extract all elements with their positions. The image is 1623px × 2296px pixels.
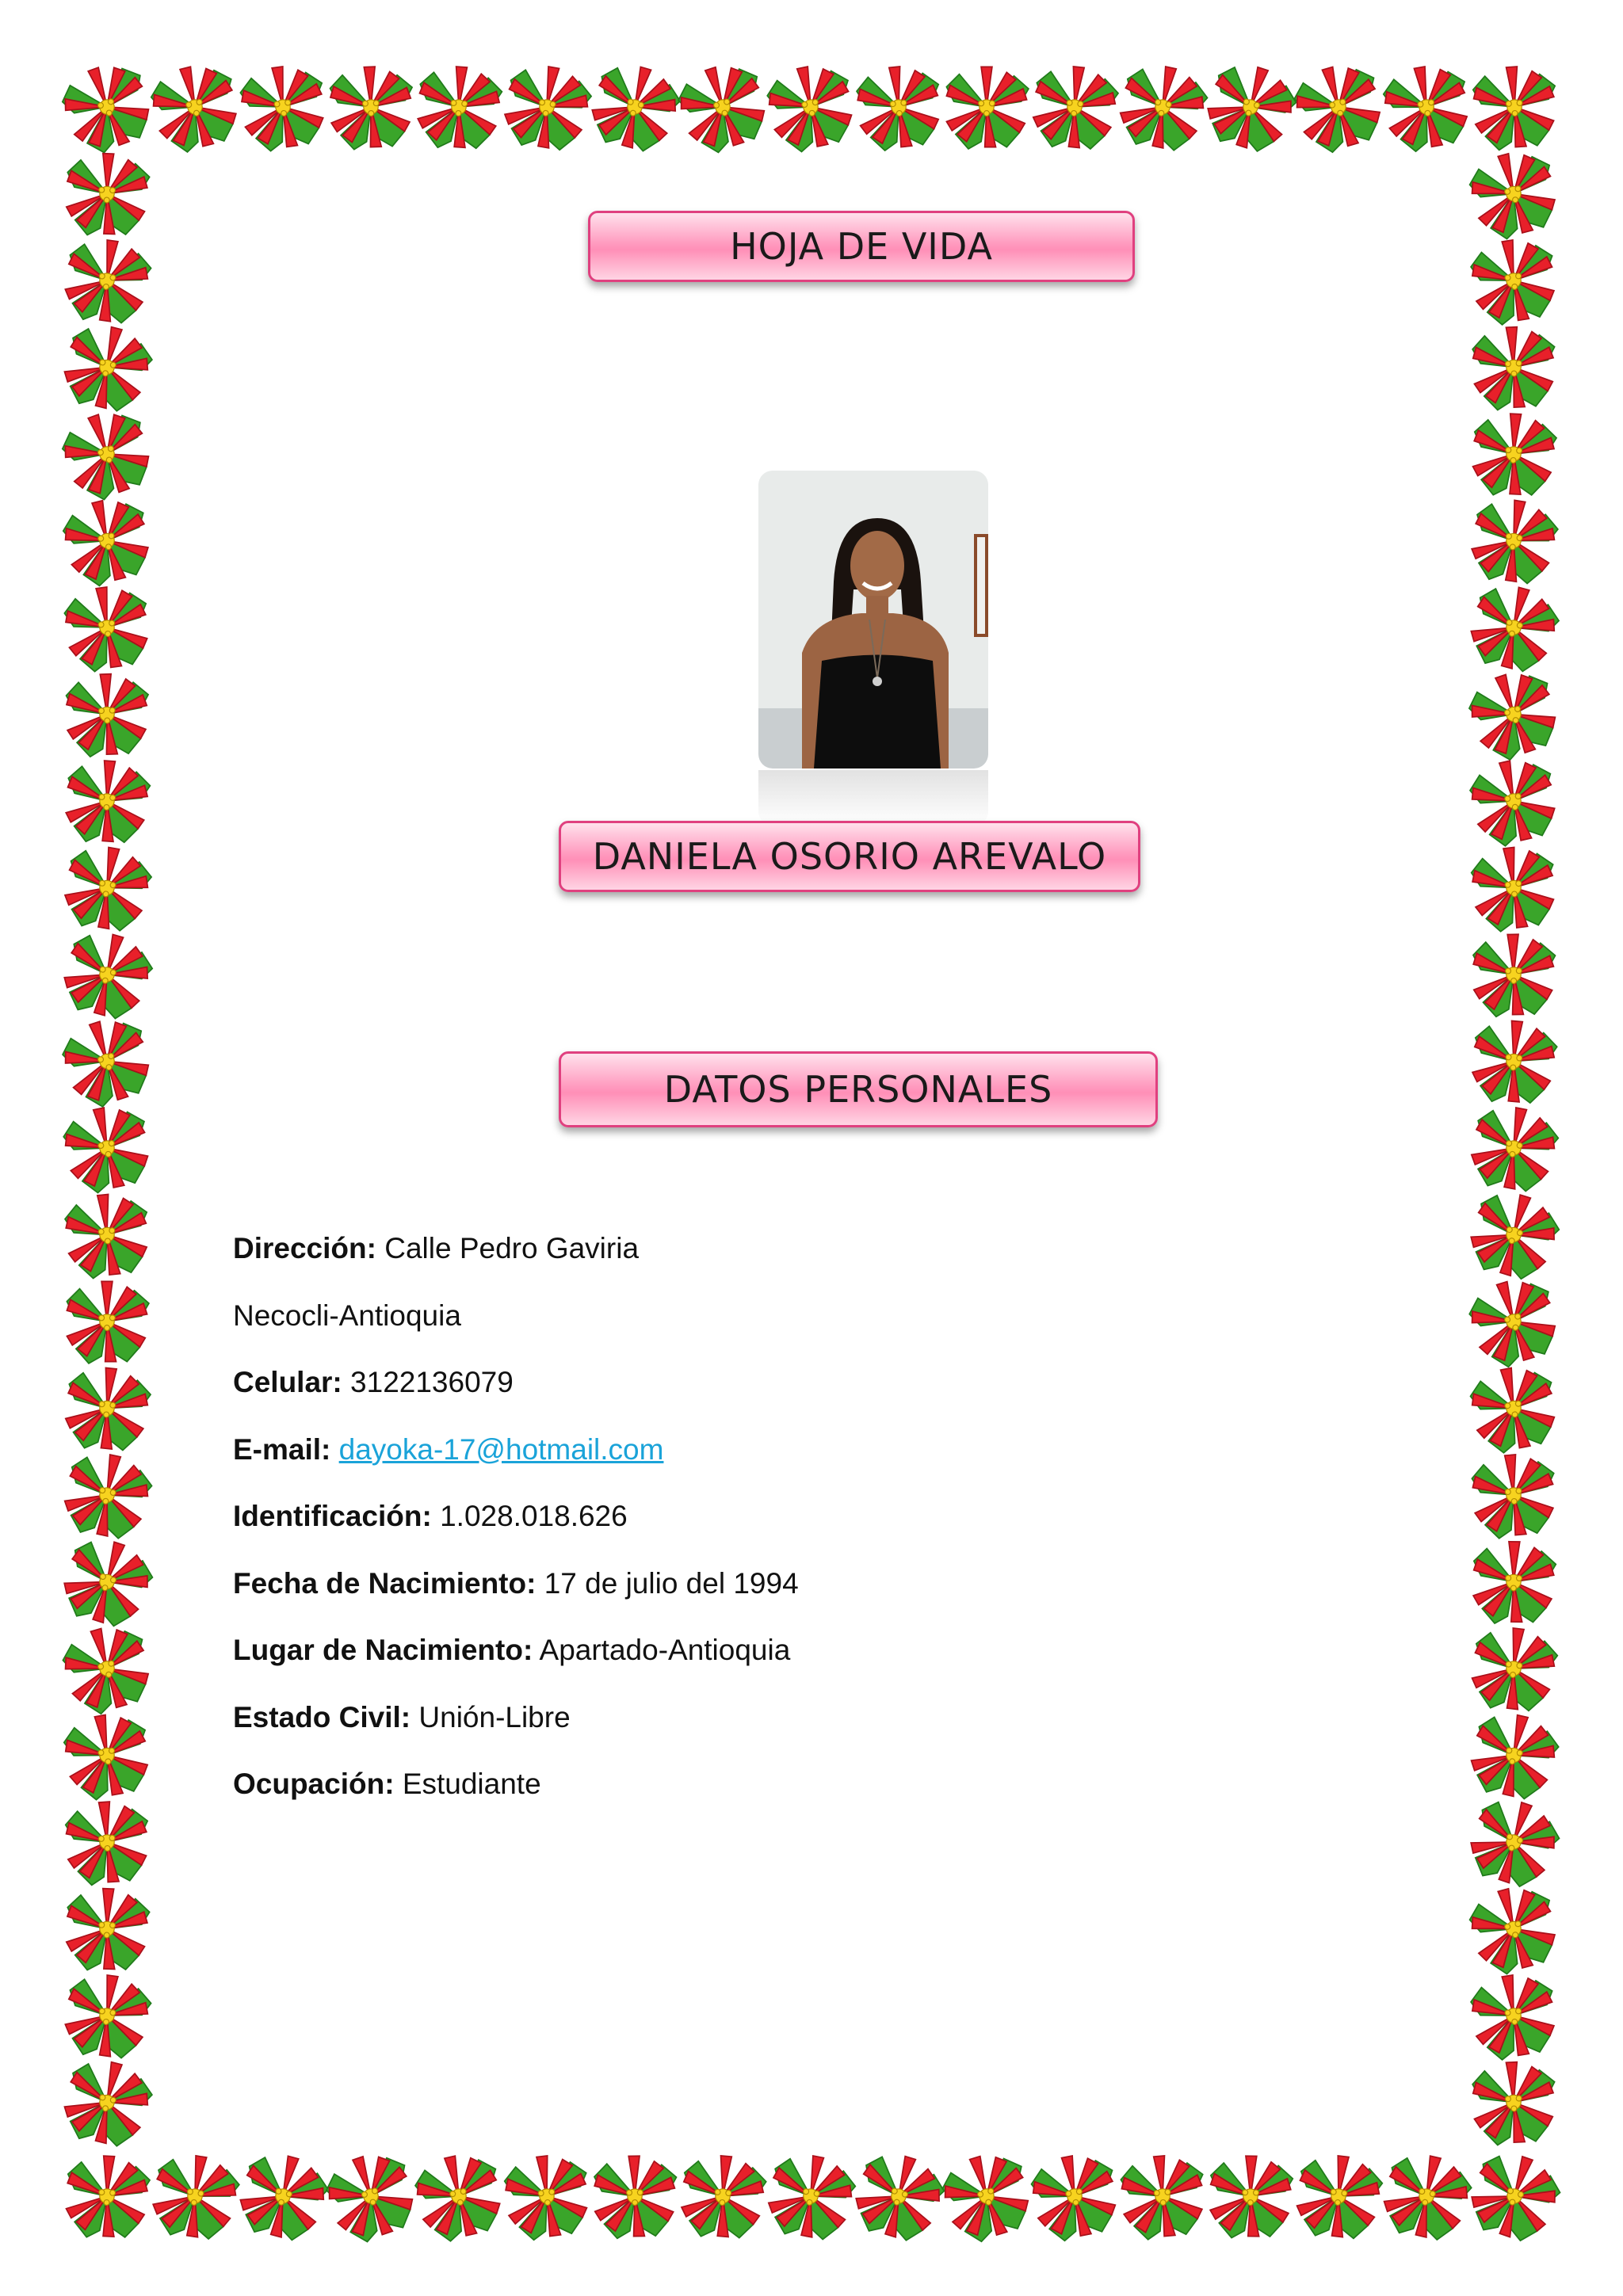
poinsettia-icon bbox=[679, 2153, 768, 2241]
poinsettia-icon bbox=[1465, 753, 1564, 851]
field-value: 17 de julio del 1994 bbox=[544, 1566, 799, 1600]
poinsettia-icon bbox=[233, 2147, 334, 2248]
field-value: Necocli-Antioquia bbox=[233, 1299, 461, 1332]
field-value: Calle Pedro Gaviria bbox=[384, 1232, 640, 1264]
poinsettia-icon bbox=[238, 62, 330, 154]
poinsettia-icon bbox=[1463, 662, 1568, 767]
poinsettia-icon bbox=[1468, 1624, 1560, 1715]
field-estado-civil bbox=[233, 1695, 1422, 1763]
poinsettia-icon bbox=[60, 841, 155, 936]
field-label: Fecha de Nacimiento: bbox=[233, 1566, 537, 1600]
poinsettia-icon bbox=[411, 2148, 509, 2246]
poinsettia-icon bbox=[57, 1619, 158, 1720]
poinsettia-icon bbox=[1468, 235, 1561, 328]
poinsettia-icon bbox=[1115, 59, 1212, 157]
poinsettia-icon bbox=[1380, 60, 1475, 155]
name-banner: DANIELA OSORIO AREVALO bbox=[559, 821, 1140, 892]
poinsettia-icon bbox=[937, 2145, 1039, 2248]
poinsettia-icon bbox=[1472, 64, 1559, 151]
portrait-image bbox=[758, 471, 988, 769]
field-identificacion bbox=[233, 1494, 1422, 1562]
poinsettia-icon bbox=[66, 673, 151, 757]
poinsettia-icon bbox=[1463, 2145, 1568, 2250]
field-direccion bbox=[233, 1226, 1422, 1294]
photo-reflection bbox=[758, 770, 988, 826]
poinsettia-icon bbox=[1028, 2149, 1124, 2245]
field-celular bbox=[233, 1360, 1422, 1428]
poinsettia-icon bbox=[1468, 495, 1561, 589]
poinsettia-icon bbox=[1209, 2156, 1293, 2239]
poinsettia-icon bbox=[66, 152, 151, 237]
poinsettia-icon bbox=[56, 1531, 159, 1634]
poinsettia-icon bbox=[1470, 1018, 1559, 1107]
title-banner: HOJA DE VIDA bbox=[588, 211, 1135, 282]
poinsettia-icon bbox=[1463, 1184, 1565, 1287]
poinsettia-icon bbox=[1468, 1970, 1561, 2063]
poinsettia-icon bbox=[1293, 2152, 1384, 2243]
personal-data-list bbox=[233, 1226, 1422, 1829]
poinsettia-icon bbox=[848, 2146, 950, 2248]
field-ocupacion bbox=[233, 1762, 1422, 1829]
poinsettia-icon bbox=[63, 1191, 153, 1281]
poinsettia-icon bbox=[672, 56, 775, 159]
poinsettia-icon bbox=[62, 582, 155, 675]
poinsettia-icon bbox=[1467, 1361, 1563, 1457]
poinsettia-icon bbox=[416, 64, 503, 151]
poinsettia-icon bbox=[147, 58, 246, 157]
poinsettia-icon bbox=[66, 1887, 151, 1972]
poinsettia-icon bbox=[763, 59, 861, 157]
field-value: 1.028.018.626 bbox=[440, 1500, 628, 1532]
poinsettia-icon bbox=[1472, 1541, 1556, 1624]
poinsettia-icon bbox=[59, 1100, 157, 1198]
field-label: Celular: bbox=[233, 1366, 342, 1398]
email-link[interactable]: dayoka-17@hotmail.com bbox=[338, 1432, 664, 1466]
poinsettia-icon bbox=[854, 63, 945, 153]
field-fecha-nacimiento bbox=[233, 1562, 1422, 1629]
poinsettia-icon bbox=[1464, 1271, 1566, 1373]
poinsettia-icon bbox=[55, 402, 161, 507]
poinsettia-icon bbox=[1469, 843, 1560, 934]
poinsettia-icon bbox=[56, 1010, 159, 1113]
poinsettia-icon bbox=[64, 1799, 151, 1886]
poinsettia-icon bbox=[1030, 63, 1121, 153]
field-label: Estado Civil: bbox=[233, 1700, 411, 1733]
poinsettia-icon bbox=[60, 1708, 155, 1803]
poinsettia-icon bbox=[59, 1447, 157, 1545]
poinsettia-icon bbox=[59, 492, 158, 591]
poinsettia-icon bbox=[1472, 325, 1558, 411]
poinsettia-icon bbox=[1466, 1101, 1562, 1197]
poinsettia-icon bbox=[763, 2149, 859, 2245]
poinsettia-icon bbox=[1472, 412, 1558, 498]
poinsettia-icon bbox=[58, 2054, 157, 2153]
poinsettia-icon bbox=[65, 2154, 151, 2241]
portrait-photo bbox=[758, 471, 988, 769]
poinsettia-icon bbox=[500, 60, 595, 155]
poinsettia-icon bbox=[585, 57, 686, 158]
poinsettia-icon bbox=[1465, 1879, 1565, 1980]
poinsettia-icon bbox=[62, 235, 155, 328]
poinsettia-icon bbox=[1465, 1707, 1564, 1806]
poinsettia-icon bbox=[946, 67, 1029, 148]
field-value: Unión-Libre bbox=[418, 1700, 571, 1733]
poinsettia-icon bbox=[1473, 933, 1556, 1016]
poinsettia-icon bbox=[64, 758, 151, 845]
field-label: Ocupación: bbox=[233, 1768, 395, 1800]
poinsettia-icon bbox=[1464, 578, 1564, 679]
section-heading-banner: DATOS PERSONALES bbox=[559, 1051, 1158, 1127]
field-label: Identificación: bbox=[233, 1500, 432, 1532]
poinsettia-icon bbox=[62, 1970, 155, 2063]
field-label: Dirección: bbox=[233, 1232, 376, 1264]
poinsettia-icon bbox=[1289, 57, 1390, 158]
field-direccion-city bbox=[233, 1294, 1422, 1361]
poinsettia-icon bbox=[149, 2150, 242, 2244]
field-value: Apartado-Antioquia bbox=[539, 1634, 791, 1666]
poinsettia-icon bbox=[1472, 2060, 1558, 2146]
poinsettia-icon bbox=[57, 925, 158, 1026]
poinsettia-icon bbox=[67, 1281, 148, 1363]
poinsettia-icon bbox=[320, 2145, 425, 2249]
poinsettia-icon bbox=[58, 318, 157, 418]
poinsettia-icon bbox=[1465, 144, 1565, 245]
poinsettia-icon bbox=[1119, 2153, 1208, 2241]
poinsettia-icon bbox=[330, 66, 414, 151]
field-lugar-nacimiento bbox=[233, 1628, 1422, 1695]
poinsettia-icon bbox=[502, 2151, 594, 2242]
poinsettia-icon bbox=[1378, 2148, 1476, 2246]
field-label: E-mail: bbox=[233, 1432, 331, 1466]
field-value: 3122136079 bbox=[350, 1366, 514, 1398]
poinsettia-icon bbox=[1200, 56, 1303, 159]
poinsettia-icon bbox=[55, 55, 161, 160]
poinsettia-icon bbox=[63, 1364, 153, 1455]
field-label: Lugar de Nacimiento: bbox=[233, 1634, 533, 1666]
field-email bbox=[233, 1428, 1422, 1495]
poinsettia-icon bbox=[1470, 1451, 1559, 1540]
poinsettia-icon bbox=[594, 2155, 678, 2238]
field-value: Estudiante bbox=[402, 1768, 541, 1800]
poinsettia-icon bbox=[1462, 1791, 1567, 1896]
